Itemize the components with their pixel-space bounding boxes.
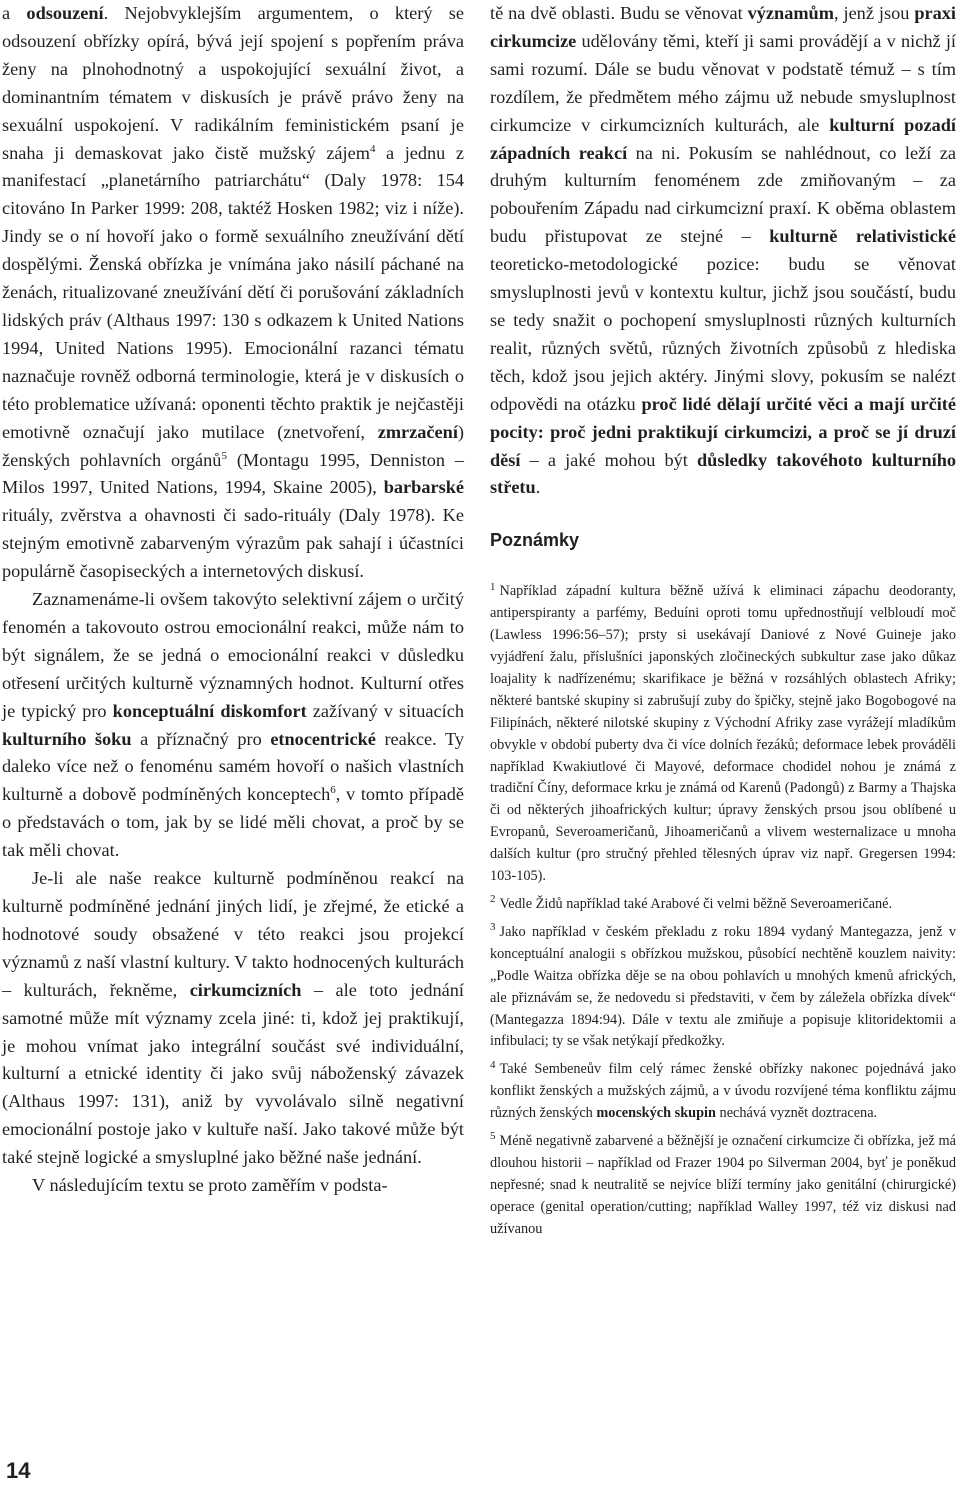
bold-term: kulturně relativistické bbox=[769, 226, 956, 247]
footnote-ref: 6 bbox=[330, 784, 336, 797]
footnote: $^4$ Také Sembeneův film celý rámec ženské obřízky nakonec pojednává jako konflikt ženských a mužských zájmů, a v úvodu rozvíjené téma konfliktu zájmu různých ženských mocenských skupin nechává vyznět doztracena. bbox=[490, 1058, 956, 1122]
paragraph: Je-li ale naše reakce kulturně podmíněnou reakcí na kulturně podmíněné jednání jiných lidí, je zřejmé, že etické a hodnotové soudy obsažené v této reakci jsou projekcí významů z naší vlastní kultury. V takto hodnocených kulturách – kulturách, řekněme, cirkumcizních – ale toto jednání samotné může mít významy zcela jiné: ti, kdož jej praktikují, je mohou vnímat jako integrální součást své individuální, kulturní a etnické identity či jako svůj náboženský závazek (Althaus 1997: 131), aniž by vyvolávalo silně negativní emocionální postoje jako v kultuře naší. Jako takové může být také stejně logické a smysluplné jako běžné naše jednání. bbox=[2, 868, 464, 1168]
bold-term: důsledky takovéhoto kulturního střetu bbox=[490, 449, 956, 498]
footnote-number: 1 bbox=[490, 580, 496, 593]
paragraph: V následujícím textu se proto zaměřím v podsta- bbox=[32, 1175, 388, 1196]
paragraph: Zaznamenáme-li ovšem takovýto selektivní zájem o určitý fenomén a takovouto ostrou emocionální reakci, může nám to být signálem, že se jedná o emocionální reakci v důsledku otřesení určitých kulturně významných hodnot. Kulturní otřes je typický pro konceptuální diskomfort zažívaný v situacích kulturního šoku a příznačný pro etnocentrické reakce. Ty daleko více než o fenoménu samém hovoří o našich vlastních kulturně a dobově podmíněných konceptech$^6$, v tomto případě o představách o tom, jak by se lidé měli chovat, a proč by se tak měli chovat. bbox=[2, 589, 464, 861]
bold-term: etnocentrické bbox=[270, 728, 376, 749]
bold-term: praxi cirkumcize bbox=[490, 3, 956, 51]
footnote-ref: 4 bbox=[369, 142, 376, 155]
footnote-ref: 5 bbox=[221, 449, 227, 462]
bold-term: odsouzení bbox=[26, 3, 104, 23]
paragraph: a odsouzení. Nejobvyklejším argumentem, o který se odsouzení obřízky opírá, bývá její spojení s popřením práva ženy na plnohodnotný a uspokojující sexuální život, a dominantním tématem v diskusích je právě právo ženy na sexuální uspokojení. V radikálním feministickém psaní je snaha ji demaskovat jako čistě mužský zájem$^4$ a jednu z manifestací „planetárního patriarchátu“ (Daly 1978: 154 citováno In Parker 1999: 208, taktéž Hosken 1982; viz i níže). Jindy se o ní hovoří jako o formě sexuálního zneužívání dětí dospělými. Ženská obřízka je vnímána jako násilí páchané na ženách, ritualizované zneužívání dětí či porušování základních lidských práv (Althaus 1997: 130 s odkazem k United Nations 1994, United Nations 1995). Emocionální razanci tématu naznačuje rovněž odborná terminologie, která je v diskusích o této problematice užívaná: oponenti těchto praktik je nejčastěji emotivně označují jako mutilace (znetvoření, zmrzačení) ženských pohlavních orgánů$^5$ (Montagu 1995, Denniston – Milos 1997, United Nations, 1994, Skaine 2005), barbarské rituály, zvěrstva a ohavnosti či sado-rituály (Daly 1978). Ke stejným emotivně zabarveným výrazům pak sahají i účastníci populárně časopiseckých a internetových diskusí. bbox=[2, 3, 465, 582]
footnote-number: 4 bbox=[490, 1058, 496, 1071]
bold-term: barbarské bbox=[383, 477, 464, 498]
bold-term: kulturního šoku bbox=[2, 728, 132, 749]
footnote: $^5$ Méně negativně zabarvené a běžnější je označení cirkumcize či obřízka, jež má dlouhou historii – například od Frazer 1904 po Silverman 2004, byť je poněkud nepřesné; snad k neutralitě se nejvíce blíží termíny jako genitální (chirurgické) operace (genital operation/cutting; například Walley 1997, též viz diskusi nad užívanou bbox=[490, 1130, 956, 1237]
bold-term: kulturní pozadí západních reakcí bbox=[490, 114, 956, 163]
paragraph: tě na dvě oblasti. Budu se věnovat významům, jenž jsou praxi cirkumcize udělovány těmi, kteří ji sami provádějí a v nichž jí sami rozumí. Dále se budu věnovat v podstatě témuž – s tím rozdílem, že předmětem mého zájmu už nebude smysluplnost cirkumcize v cirkumcizních kulturách, ale kulturní pozadí západních reakcí na ni. Pokusím se nahlédnout, co leží za druhým kulturním fenoménem zde zmiňovaným – za pobouřením Západu nad cirkumcizní praxí. K oběma oblastem budu přistupovat ze stejné – kulturně relativistické teoreticko-metodologické pozice: budu se věnovat smysluplnosti jevů v kontextu kultur, jichž jsou součástí, budu se tedy snažit o pochopení smysluplnosti různých kulturních realit, různých světů, různých životních způsobů z hlediska těch, kdož jsou jejich aktéry. Jinými slovy, pokusím se nalézt odpovědi na otázku proč lidé dělají určité věci a mají určité pocity: proč jedni praktikují cirkumcizi, a proč se jí druzí děsí – a jaké mohou být důsledky takovéhoto kulturního střetu. bbox=[490, 3, 956, 498]
bold-term: proč lidé dělají určité věci a mají určité pocity: proč jedni praktikují cirkumcizi, a proč se jí druzí děsí bbox=[490, 393, 956, 470]
left-column bbox=[2, 0, 464, 1200]
bold-term: cirkumcizních bbox=[189, 979, 302, 1000]
page-number: 14 bbox=[6, 1458, 31, 1483]
footnote-number: 5 bbox=[490, 1130, 496, 1143]
footnote: $^1$ Například západní kultura běžně užívá k eliminaci zápachu deodoranty, antiperspiranty a parfémy, Beduíni oproti tomu upřednostňují velbloudí moč (Lawless 1996:56–57); prsty si usekávají Daniové z Nové Guineje jako vyjádření žalu, příslušníci japonských zločineckých subkultur zase jako důkaz loajality k nadřízenému; skarifikace je běžná v rozsáhlých oblastech Afriky; některé bantské skupiny si zabrušují zuby do špičky, stejně jako Bogobogové na Filipínách, některé nilotské skupiny z Východní Afriky zase vyrážejí mladíkům obvykle v období puberty dva či více dolních řezáků; deformace lebek prováděli například Kwakiutlové či Mayové, deformace chodidel nohou je známá z tradiční Číny, deformace krku je známá od Karenů (Padongů) z Barmy a Thajska či od některých jihoafrických kultur; úpravy ženských prsou jsou oblíbené u Evropanů, Severoameričanů, Jihoameričanů a vlivem westernalizace u mnoha dalších kultur (pro stručný přehled tělesných úprav viz např. Gregersen 1994: 103-105). bbox=[490, 580, 956, 885]
bold-term: mocenských skupin bbox=[596, 1105, 716, 1122]
footnote-number: 3 bbox=[490, 921, 496, 934]
bold-term: zmrzačení bbox=[377, 421, 458, 442]
footnote: $^3$ Jako například v českém překladu z roku 1894 vydaný Mantegazza, jenž v konceptuální analogii s obřízkou mužskou, působící nechtěně kouzlem naivity: „Podle Waitza obřízka děje se na obou pohlavích u mnohých kmenů afrických, ale přiznávám se, že nedovedu si představiti, v čem by záležela obřízka dívek“ (Mantegazza 1894:94). Dále v textu ale zmiňuje a popisuje klitoridektomii a infibulaci; ty se však netýkají předkožky. bbox=[490, 921, 956, 1050]
bold-term: významům bbox=[747, 3, 834, 23]
footnote: $^2$ Vedle Židů například také Arabové či velmi běžně Severoameričané. bbox=[490, 893, 893, 912]
footnote-number: 2 bbox=[490, 893, 496, 906]
right-column bbox=[490, 0, 956, 1247]
notes-heading: Poznámky bbox=[490, 530, 580, 551]
bold-term: konceptuální diskomfort bbox=[112, 700, 307, 721]
